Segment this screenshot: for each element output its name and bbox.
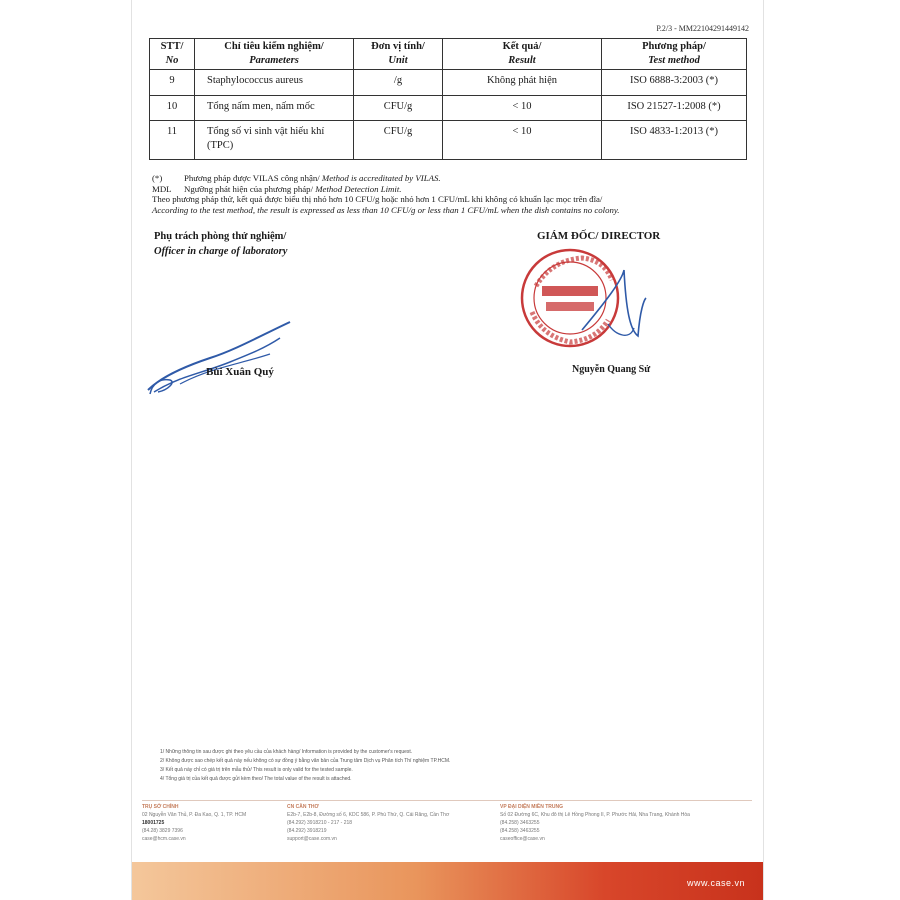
cell-no: 11	[150, 120, 195, 159]
lab-officer-title: Phụ trách phòng thử nghiệm/ Officer in charge of laboratory	[154, 231, 288, 257]
footer-col-head-office: TRỤ SỞ CHÍNH 02 Nguyễn Văn Thủ, P. Đa Kao, Q. 1, TP. HCM 18001725 (84.28) 3829 7396 case@hcm.case.vn	[142, 804, 247, 842]
table-row	[150, 120, 747, 159]
footnote-line: 4/ Tổng giá trị của kết quả được gửi kèm theo/ The total value of the result is attached.	[160, 776, 352, 782]
table-header-row	[150, 39, 747, 70]
footer-bar	[132, 862, 763, 900]
footnote-line: 2/ Không được sao chép kết quả này nếu không có sự đồng ý bằng văn bản của Trung tâm Dịch vụ Phân tích Thí nghiệm TP.HCM.	[160, 758, 451, 764]
cell-unit: CFU/g	[354, 95, 443, 120]
document-page	[131, 0, 764, 900]
table-row	[150, 95, 747, 120]
table-row	[150, 70, 747, 95]
cell-parameter: Tổng số vi sinh vật hiếu khí (TPC)	[195, 120, 354, 159]
cell-no: 9	[150, 70, 195, 95]
notes-block	[152, 173, 752, 216]
results-table	[149, 38, 747, 160]
lab-officer-name: Bùi Xuân Quý	[206, 366, 274, 378]
cell-parameter: Tổng nấm men, nấm mốc	[195, 95, 354, 120]
cell-parameter: Staphylococcus aureus	[195, 70, 354, 95]
footer-col-can-tho: CN CẦN THƠ E2b-7, E2b-8, Đường số 6, KDC 586, P. Phú Thứ, Q. Cái Răng, Cần Thơ (84.292) 3918210 - 217 - 218 (84.292) 3918219 support@case.com.vn	[287, 804, 450, 842]
footer-divider	[142, 800, 752, 801]
header-test-method: Phương pháp/ Test method	[602, 39, 747, 70]
footnotes-block	[160, 748, 740, 784]
cell-no: 10	[150, 95, 195, 120]
page-reference: P.2/3 - MM22104291449142	[656, 24, 749, 33]
cell-result: < 10	[443, 95, 602, 120]
footnote-line: 3/ Kết quả này chỉ có giá trị trên mẫu thử/ This result is only valid for the tested sample.	[160, 767, 353, 773]
cell-method: ISO 6888-3:2003 (*)	[602, 70, 747, 95]
cell-unit: CFU/g	[354, 120, 443, 159]
header-result: Kết quả/ Result	[443, 39, 602, 70]
website-text: www.case.vn	[686, 878, 745, 888]
footer-col-central: VP ĐẠI DIỆN MIỀN TRUNG Số 02 Đường 6C, Khu đô thị Lê Hồng Phong II, P. Phước Hải, Nha Trang, Khánh Hòa (84.258) 3463255 (84.258) 3463255 caseoffice@case.vn	[500, 804, 690, 842]
cell-method: ISO 21527-1:2008 (*)	[602, 95, 747, 120]
cell-unit: /g	[354, 70, 443, 95]
header-unit: Đơn vị tính/ Unit	[354, 39, 443, 70]
cell-method: ISO 4833-1:2013 (*)	[602, 120, 747, 159]
cell-result: < 10	[443, 120, 602, 159]
signature-left-icon	[140, 318, 300, 398]
note-method-en: According to the test method, the result is expressed as less than 10 CFU/g or less than 1 CFU/mL when the dish contains no colony.	[152, 205, 620, 216]
note-detection-limit: MDL Ngưỡng phát hiện của phương pháp/ Method Detection Limit.	[152, 183, 402, 194]
company-seal-icon	[512, 240, 652, 360]
cell-result: Không phát hiện	[443, 70, 602, 95]
header-parameters: Chỉ tiêu kiểm nghiệm/ Parameters	[195, 39, 354, 70]
footnote-line: 1/ Những thông tin sau được ghi theo yêu cầu của khách hàng/ Information is provided by the customer's request.	[160, 749, 413, 755]
director-name: Nguyễn Quang Sử	[572, 364, 651, 375]
note-method-vi: Theo phương pháp thử, kết quả được biểu thị nhỏ hơn 10 CFU/g hoặc nhỏ hơn 1 CFU/mL khi không có khuẩn lạc mọc trên đĩa/	[152, 194, 603, 205]
director-title: GIÁM ĐỐC/ DIRECTOR	[537, 230, 661, 242]
note-accreditation: (*) Phương pháp được VILAS công nhận/ Method is accreditated by VILAS.	[152, 173, 441, 183]
header-no: STT/ No	[150, 39, 195, 70]
